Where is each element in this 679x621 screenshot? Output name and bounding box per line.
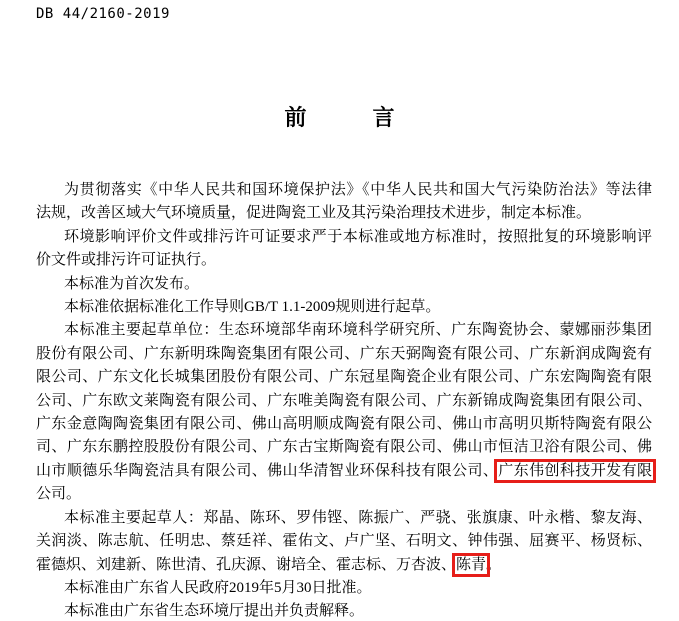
highlight-box-company: 广东伟创科技开发有限 xyxy=(498,462,652,479)
drafting-rule-line: 本标准依据标准化工作导则GB/T 1.1-2009规则进行起草。 xyxy=(64,299,441,316)
drafters-line-3-text: 霍德炽、刘建新、陈世清、孔庆源、谢培全、霍志标、万杏波、 xyxy=(36,556,457,573)
eia-line-1: 环境影响评价文件或排污许可证要求严于本标准或地方标准时，按照批复的环境影响评 xyxy=(64,228,652,245)
drafting-units-line-1: 本标准主要起草单位：生态环境部华南环境科学研究所、广东陶瓷协会、蒙娜丽莎集团 xyxy=(64,322,652,339)
drafters-line-2: 关润淡、陈志航、任明忠、蔡廷祥、霍佑文、卢广坚、石明文、钟伟强、屈赛平、杨贤标、 xyxy=(36,533,652,550)
drafting-units-line-8: 公司。 xyxy=(36,486,82,503)
drafting-units-line-3: 限公司、广东文化长城集团股份有限公司、广东冠星陶瓷企业有限公司、广东宏陶陶瓷有限 xyxy=(36,369,652,386)
doc-number: DB 44/2160-2019 xyxy=(36,6,170,22)
purpose-line-1: 为贯彻落实《中华人民共和国环境保护法》《中华人民共和国大气污染防治法》等法律 xyxy=(64,182,652,198)
purpose-line-2: 法规，改善区域大气环境质量，促进陶瓷工业及其污染治理技术进步，制定本标准。 xyxy=(36,205,592,222)
approval-line: 本标准由广东省人民政府2019年5月30日批准。 xyxy=(64,579,372,596)
drafters-line-1: 本标准主要起草人：郑晶、陈环、罗伟铿、陈振广、严骁、张旗康、叶永楷、黎友海、 xyxy=(64,509,652,526)
drafting-units-line-4: 公司、广东欧文莱陶瓷有限公司、广东唯美陶瓷有限公司、广东新锦成陶瓷集团有限公司、 xyxy=(36,392,652,409)
eia-line-2: 价文件或排污许可证执行。 xyxy=(36,252,217,269)
drafting-units-line-2: 股份有限公司、广东新明珠陶瓷集团有限公司、广东天弼陶瓷有限公司、广东新润成陶瓷有 xyxy=(36,345,652,362)
drafting-units-line-7 xyxy=(36,460,652,483)
foreword-body xyxy=(36,179,652,621)
drafting-units-line-7-text: 山市顺德乐华陶瓷洁具有限公司、佛山华清智业环保科技有限公司、 xyxy=(36,462,499,479)
drafting-units-line-5: 广东金意陶陶瓷集团有限公司、佛山高明顺成陶瓷有限公司、佛山市高明贝斯特陶瓷有限公 xyxy=(36,416,652,433)
drafters-line-3-period: 。 xyxy=(486,556,502,573)
issuer-line: 本标准由广东省生态环境厅提出并负责解释。 xyxy=(64,603,365,620)
page-title: 前 言 xyxy=(284,105,395,130)
drafting-units-line-6: 司、广东东鹏控股股份有限公司、广东古宝斯陶瓷有限公司、佛山市恒洁卫浴有限公司、佛 xyxy=(36,439,652,456)
drafters-line-3 xyxy=(36,554,652,577)
first-release-line: 本标准为首次发布。 xyxy=(64,275,200,292)
highlight-box-drafter: 陈青 xyxy=(456,556,487,573)
